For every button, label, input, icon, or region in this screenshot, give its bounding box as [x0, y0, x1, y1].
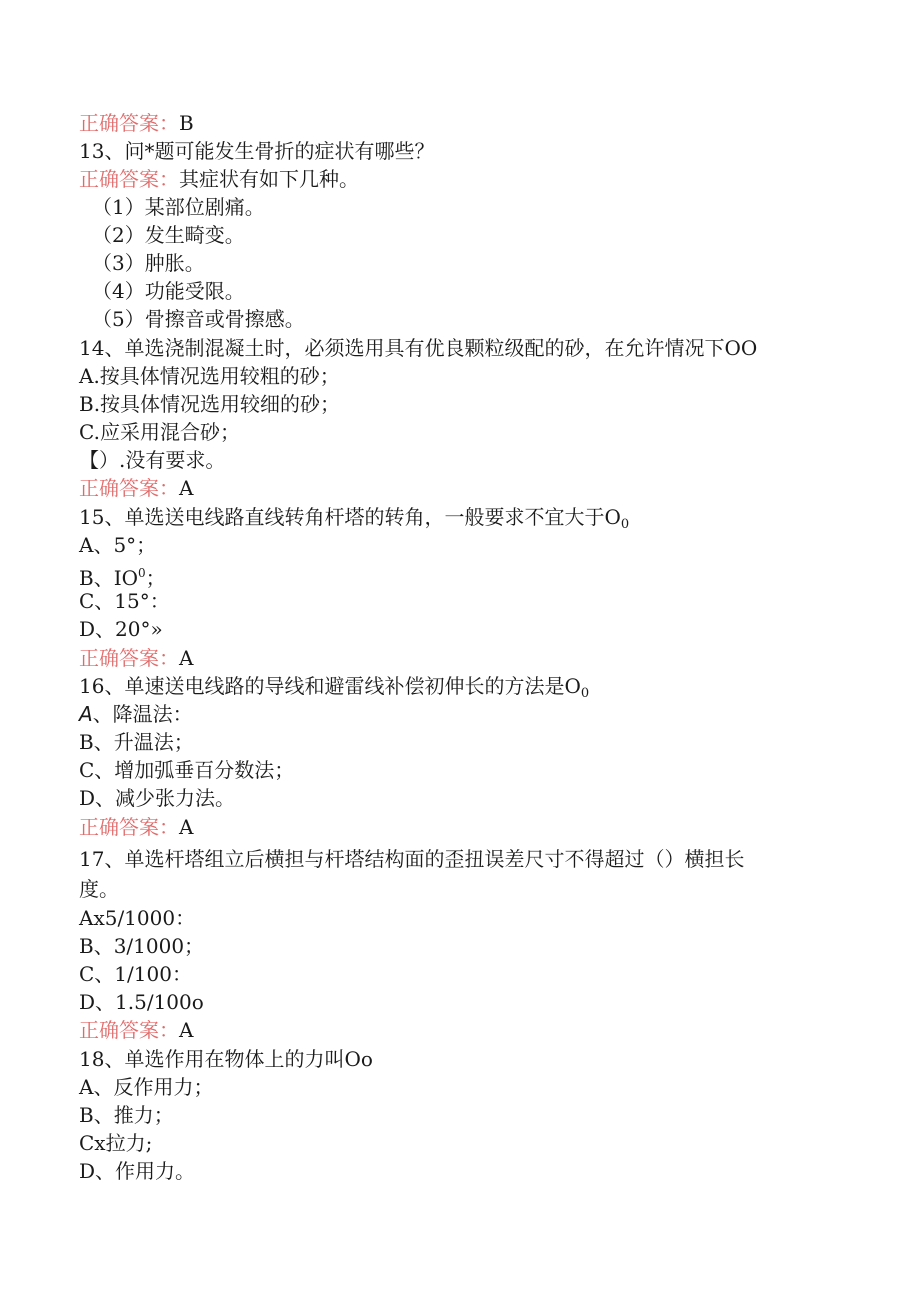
q14-answer-line: [79, 474, 193, 502]
q15-question-subscript: 0: [620, 517, 630, 532]
q15-option-b-superscript: 0: [138, 566, 146, 580]
q16-option-a-letter: A: [79, 702, 93, 726]
q12-answer-line: [79, 109, 194, 137]
q15-option: C、15°：: [79, 589, 170, 613]
q13-item: （2）发生畸变。: [92, 223, 245, 247]
q18-option: D、作用力。: [79, 1159, 196, 1183]
q14-option: B.按具体情况选用较细的砂；: [79, 392, 341, 416]
q18-option: B、推力；: [79, 1103, 174, 1127]
answer-value: A: [179, 1018, 194, 1042]
answer-value: A: [179, 646, 194, 670]
q17-option: C、1/100：: [79, 962, 192, 986]
q13-item: （3）肿胀。: [92, 251, 205, 275]
q13-item: （4）功能受限。: [92, 279, 245, 303]
q16-option-a-text: 、降温法：: [92, 702, 193, 726]
q16-answer-line: [79, 813, 193, 841]
q17-answer-line: [79, 1016, 193, 1044]
q16-question-subscript: 0: [580, 686, 590, 701]
q15-answer-line: [79, 644, 193, 672]
answer-label: 正确答案：: [79, 1018, 179, 1042]
q17-option: B、3/1000；: [79, 934, 205, 958]
answer-label: 正确答案：: [79, 476, 179, 500]
q15-option: D、20°»: [79, 617, 163, 641]
answer-label: 正确答案：: [79, 646, 179, 670]
answer-value: B: [179, 111, 194, 135]
q15-option-b-text: B、IO: [79, 566, 138, 590]
q13-item: （5）骨擦音或骨擦感。: [92, 307, 305, 331]
answer-value: A: [179, 815, 194, 839]
q17-option: D、1.5/100o: [79, 990, 204, 1014]
answer-value: A: [179, 476, 194, 500]
q14-option: 【）.没有要求。: [79, 448, 226, 472]
q13-item: （1）某部位剧痛。: [92, 195, 265, 219]
q17-question-continued: 度。: [79, 877, 119, 901]
q17-question: 17、单选杆塔组立后横担与杆塔结构面的歪扭误差尺寸不得超过（）横担长: [79, 847, 745, 871]
q16-option: [79, 700, 193, 728]
q16-question-text: 16、单速送电线路的导线和避雷线补偿初伸长的方法是O: [79, 674, 581, 698]
q15-question-text: 15、单选送电线路直线转角杆塔的转角，一般要求不宜大于O: [79, 505, 621, 529]
q13-question: 13、问*题可能发生骨折的症状有哪些？: [79, 139, 435, 163]
q18-question: 18、单选作用在物体上的力叫Oo: [79, 1047, 373, 1071]
q14-question: 14、单选浇制混凝土时，必须选用具有优良颗粒级配的砂，在允许情况下OO: [79, 336, 758, 360]
q18-option: Cx拉力;: [79, 1131, 153, 1155]
q16-option: B、升温法；: [79, 730, 194, 754]
answer-label: 正确答案：: [79, 111, 179, 135]
answer-value: 其症状有如下几种。: [179, 167, 359, 191]
q16-option: C、增加弧垂百分数法；: [79, 758, 295, 782]
q15-option: A、5°；: [79, 533, 157, 557]
answer-label: 正确答案：: [79, 815, 179, 839]
q16-option: D、减少张力法。: [79, 786, 236, 810]
q15-option: [79, 559, 166, 590]
q14-option: C.应采用混合砂；: [79, 420, 240, 444]
q15-question: [79, 503, 629, 531]
q14-option: A.按具体情况选用较粗的砂；: [79, 364, 340, 388]
answer-label: 正确答案：: [79, 167, 179, 191]
q17-option: Ax5/1000：: [79, 906, 196, 930]
q18-option: A、反作用力；: [79, 1075, 214, 1099]
q15-option-b-suffix: ；: [145, 566, 166, 590]
q13-answer-line: [79, 165, 359, 193]
q16-question: [79, 672, 589, 700]
